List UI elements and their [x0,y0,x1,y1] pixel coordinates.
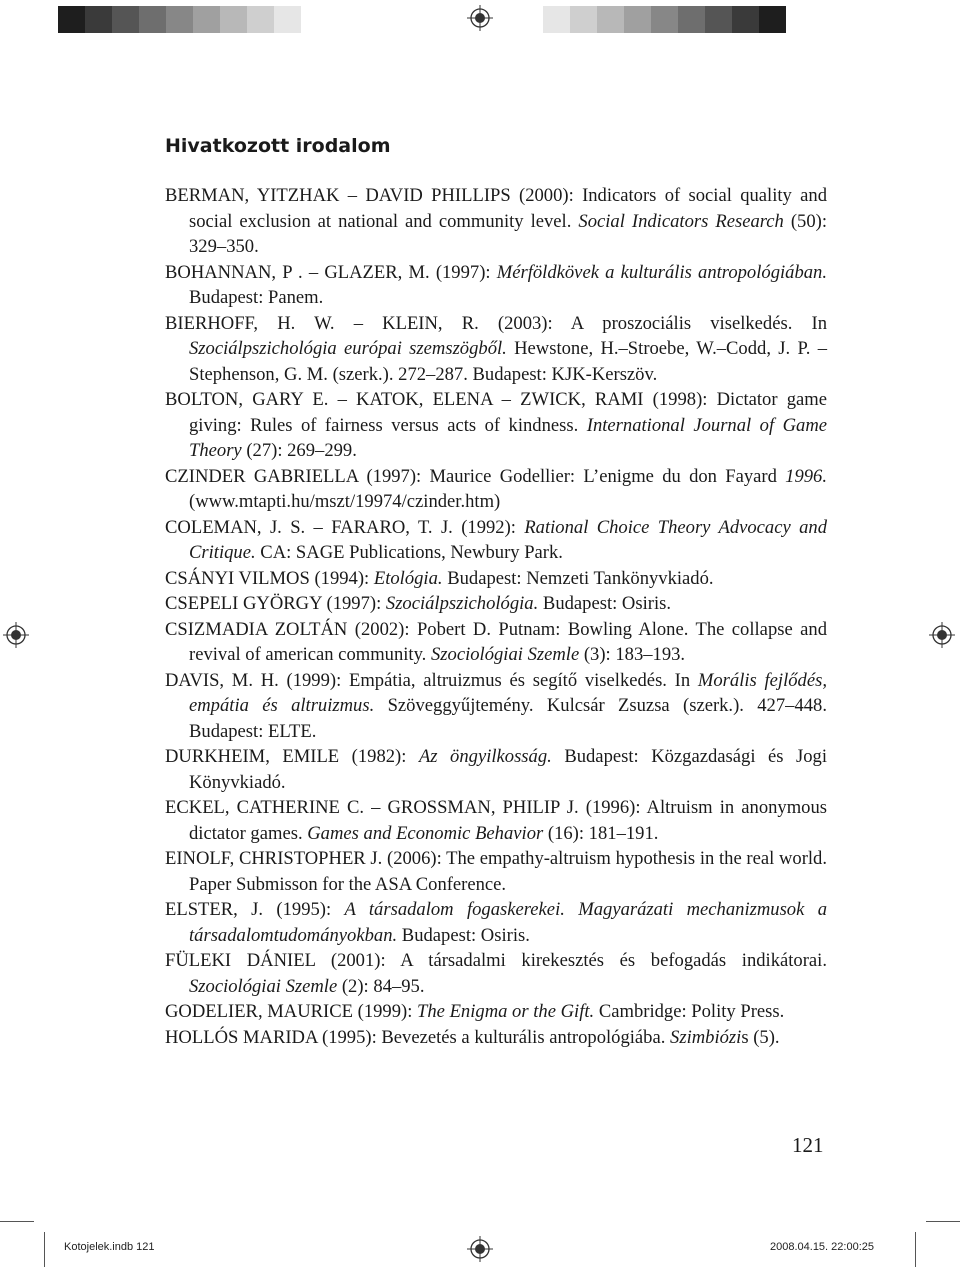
reference-text: Szöveggyűjtemény. Kulcsár Zsuzsa (szerk.). 427–448. Budapest: ELTE. [189,695,827,742]
reference-entry [165,183,827,260]
reference-text: DURKHEIM, EMILE (1982): [165,746,419,767]
reference-text: BERMAN, YITZHAK – DAVID PHILLIPS (2000): Indicators of social quality and social exclusion at national and community level. [165,185,827,232]
reference-title: Social Indicators Research [578,210,784,232]
reference-text: BOLTON, GARY E. – KATOK, ELENA – ZWICK, RAMI (1998): Dictator game giving: Rules of fairness versus acts of kindness. [165,389,827,436]
reference-text: GODELIER, MAURICE (1999): [165,1001,418,1022]
reference-text: (27): 269–299. [241,440,357,461]
page-number: 121 [792,1133,824,1157]
right-swatch [543,6,570,33]
reference-title: Szimbiózi [670,1026,742,1048]
left-swatch [193,6,220,33]
reference-text: Budapest: Osiris. [397,924,530,946]
slug-file-name: Kotojelek.indb 121 [64,1241,155,1253]
reference-text: ECKEL, CATHERINE C. – GROSSMAN, PHILIP J. (1996): Altruism in anonymous dictator games. [165,797,827,844]
color-bar-left [58,6,301,33]
right-swatch [597,6,624,33]
reference-entry [165,260,827,311]
reference-entry [165,948,827,999]
reference-entry [165,999,827,1025]
reference-text: (16): 181–191. [543,822,659,844]
reference-text: Budapest: Panem. [189,287,324,308]
reference-title: International Journal of Game Theory [189,414,827,461]
reference-text: (www.mtapti.hu/mszt/19974/czinder.htm) [189,491,501,512]
left-swatch [220,6,247,33]
registration-mark-left-icon [3,622,29,648]
left-swatch [85,6,112,33]
slug-timestamp: 2008.04.15. 22:00:25 [770,1241,874,1253]
reference-text: CSÁNYI VILMOS (1994): [165,567,374,589]
right-swatch [705,6,732,33]
reference-entry [165,464,827,515]
crop-mark-bottom-left-v [44,1232,45,1267]
registration-mark-right-icon [929,622,955,648]
reference-text: Cambridge: Polity Press. [594,1001,785,1022]
reference-text: ELSTER, J. (1995): [165,899,345,920]
reference-text: Budapest: Nemzeti Tankönyvkiadó. [442,567,714,589]
reference-text: COLEMAN, J. S. – FARARO, T. J. (1992): [165,516,525,538]
reference-text: FÜLEKI DÁNIEL (2001): A társadalmi kirekesztés és befogadás indikátorai. [165,950,827,971]
left-swatch [58,6,85,33]
reference-text: HOLLÓS MARIDA (1995): Bevezetés a kulturális antropológiába. [165,1026,671,1048]
reference-title: Az öngyilkosság. [418,746,552,767]
left-swatch [166,6,193,33]
reference-title: Etológia. [373,567,443,589]
reference-text: CSIZMADIA ZOLTÁN (2002): Pobert D. Putnam: Bowling Alone. The collapse and revival of american community. [165,618,827,665]
registration-mark-top-icon [467,5,493,31]
reference-text: BOHANNAN, P . – GLAZER, M. (1997): [165,261,497,283]
reference-entry [165,1025,827,1051]
reference-text: BIERHOFF, H. W. – KLEIN, R. (2003): A proszociális viselkedés. In [165,312,827,334]
reference-text: (2): 84–95. [337,975,425,997]
crop-mark-bottom-left-h [0,1221,34,1222]
reference-entry [165,617,827,668]
reference-title: 1996. [785,465,827,487]
registration-mark-bottom-icon [467,1236,493,1262]
reference-text: CA: SAGE Publications, Newbury Park. [255,542,563,563]
right-swatch [651,6,678,33]
reference-text: CZINDER GABRIELLA (1997): Maurice Godellier: L’enigme du don Fayard [165,465,786,487]
reference-entry [165,591,827,617]
reference-text: Hewstone, H.–Stroebe, W.–Codd, J. P. –Stephenson, G. M. (szerk.). 272–287. Budapest: KJK-Kerszöv. [189,338,828,385]
crop-mark-bottom-right-h [926,1221,960,1222]
reference-entry [165,387,827,464]
reference-title: Szociológiai Szemle [430,644,580,665]
reference-text: (50): 329–350. [189,210,828,257]
reference-entry [165,515,827,566]
reference-title: A társadalom fogaskerekei. Magyarázati mechanizmusok a társadalomtudományokban. [189,899,828,946]
reference-title: Szociálpszichológia. [385,593,539,614]
reference-list [165,183,827,1050]
right-swatch [759,6,786,33]
left-swatch [112,6,139,33]
reference-title: Morális fejlődés, empátia és altruizmus. [189,669,827,716]
right-swatch [624,6,651,33]
reference-text: Budapest: Osiris. [538,593,672,614]
reference-entry [165,795,827,846]
crop-mark-bottom-right-v [915,1232,916,1267]
reference-entry [165,668,827,745]
right-swatch [732,6,759,33]
reference-text: EINOLF, CHRISTOPHER J. (2006): The empathy-altruism hypothesis in the real world. Paper Submisson for the ASA Conference. [165,848,827,895]
left-swatch [139,6,166,33]
reference-text: DAVIS, M. H. (1999): Empátia, altruizmus és segítő viselkedés. In [165,669,698,691]
reference-entry [165,846,827,897]
left-swatch [274,6,301,33]
reference-text: s (5). [741,1026,780,1048]
reference-text: Budapest: Közgazdasági és Jogi Könyvkiadó. [189,746,827,793]
right-swatch [678,6,705,33]
reference-entry [165,897,827,948]
reference-text: CSEPELI GYÖRGY (1997): [165,593,386,614]
section-heading: Hivatkozott irodalom [165,135,391,157]
left-swatch [247,6,274,33]
reference-title: Rational Choice Theory Advocacy and Critique. [189,516,827,563]
reference-title: Szociológiai Szemle [189,975,338,997]
reference-title: Szociálpszichológia európai szemszögből. [189,338,507,359]
reference-entry [165,311,827,388]
reference-text: (3): 183–193. [579,644,686,665]
reference-entry [165,566,827,592]
right-swatch [570,6,597,33]
reference-title: Mérföldkövek a kulturális antropológiában. [496,261,827,283]
reference-title: Games and Economic Behavior [307,822,544,844]
color-bar-right [543,6,786,33]
reference-title: The Enigma or the Gift. [417,1001,595,1022]
reference-entry [165,744,827,795]
